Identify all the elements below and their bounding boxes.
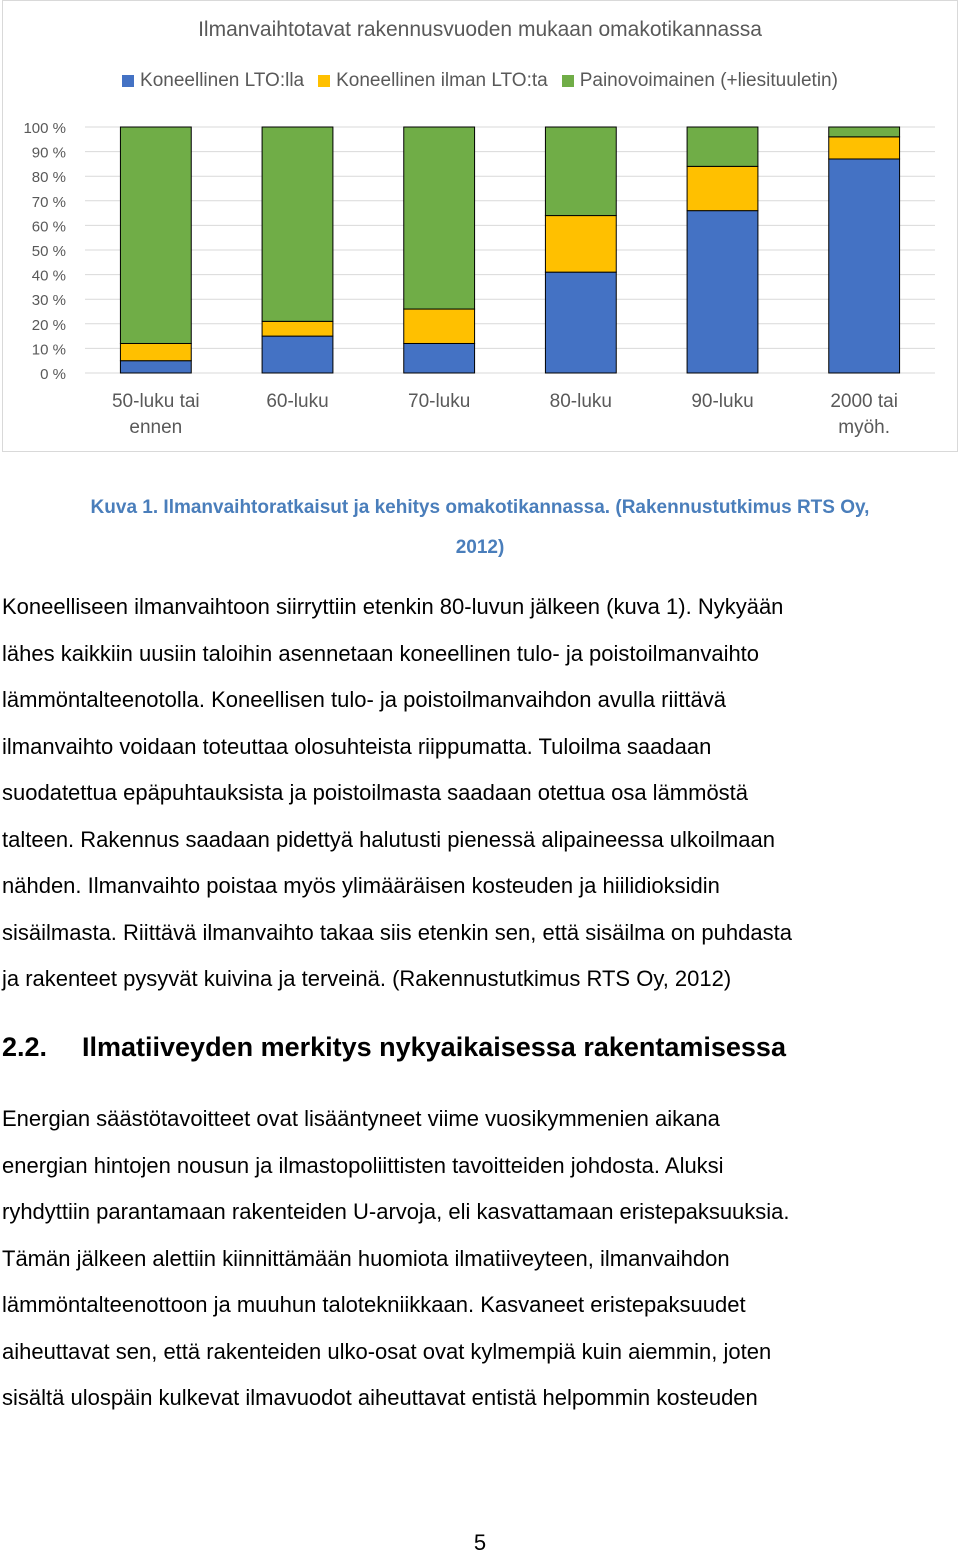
bar-segment-2	[545, 216, 616, 273]
bar-segment-2	[120, 343, 191, 360]
bar-segment-2	[404, 309, 475, 343]
y-tick-label: 100 %	[23, 120, 66, 137]
bar-segment-3	[829, 127, 900, 137]
bar-segment-3	[120, 127, 191, 343]
y-tick-label: 30 %	[31, 292, 66, 310]
x-tick-label: 90-luku	[691, 391, 754, 412]
x-tick-label: ennen	[129, 417, 183, 438]
paragraph-1-line: talteen. Rakennus saadaan pidettyä halutusti pienessä alipaineessa ulkoilmaan	[2, 826, 775, 852]
chart-plot	[0, 0, 960, 452]
legend-label-lto: Koneellinen LTO:lla	[140, 70, 305, 91]
bar-segment-1	[262, 336, 333, 373]
section-title: Ilmatiiveyden merkitys nykyaikaisessa rakentamisessa	[82, 1032, 786, 1062]
y-tick-label: 40 %	[31, 267, 66, 285]
paragraph-2-line: ryhdyttiin parantamaan rakenteiden U-arvoja, eli kasvattamaan eristepaksuuksia.	[2, 1199, 790, 1224]
x-tick-label: 80-luku	[549, 391, 612, 412]
y-tick-label: 50 %	[31, 243, 66, 260]
y-tick-label: 80 %	[31, 169, 66, 187]
caption-line-1: Kuva 1. Ilmanvaihtoratkaisut ja kehitys omakotikannassa. (Rakennustutkimus RTS Oy,	[90, 497, 870, 518]
paragraph-1-line: lähes kaikkiin uusiin taloihin asennetaan koneellinen tulo- ja poistoilmanvaihto	[2, 640, 760, 666]
y-tick-label: 20 %	[31, 316, 66, 334]
bar-segment-1	[829, 159, 900, 373]
y-tick-label: 70 %	[31, 193, 66, 211]
section-heading	[2, 1032, 786, 1063]
paragraph-1-line: nähden. Ilmanvaihto poistaa myös ylimääräisen kosteuden ja hiilidioksidin	[2, 873, 720, 898]
caption-line-2: 2012)	[455, 537, 505, 558]
y-tick-label: 60 %	[31, 218, 66, 236]
paragraph-1-line: sisäilmasta. Riittävä ilmanvaihto takaa siis etenkin sen, että sisäilma on puhdasta	[2, 919, 792, 945]
bar-segment-2	[687, 166, 758, 210]
x-tick-label: 70-luku	[408, 391, 471, 412]
bar-segment-1	[545, 272, 616, 373]
paragraph-1-line: suodatettua epäpuhtauksista ja poistoilmasta saadaan otettua osa lämmöstä	[2, 780, 749, 805]
paragraph-2-line: Tämän jälkeen alettiin kiinnittämään huomiota ilmatiiveyteen, ilmanvaihdon	[2, 1245, 730, 1271]
x-tick-label: 60-luku	[266, 391, 329, 412]
bar-segment-1	[404, 343, 475, 373]
paragraph-2-line: sisältä ulospäin kulkevat ilmavuodot aiheuttavat entistä helpommin kosteuden	[2, 1385, 758, 1410]
y-tick-label: 0 %	[40, 366, 66, 383]
x-tick-label: 2000 tai	[830, 391, 898, 412]
paragraph-1-line: ilmanvaihto voidaan toteuttaa olosuhteista riippumatta. Tuloilma saadaan	[2, 733, 712, 759]
bar-segment-2	[829, 137, 900, 159]
paragraph-1-line: Koneelliseen ilmanvaihtoon siirryttiin etenkin 80-luvun jälkeen (kuva 1). Nykyään	[2, 594, 784, 619]
x-tick-label: myöh.	[838, 417, 891, 438]
bar-segment-3	[404, 127, 475, 309]
bar-segment-3	[545, 127, 616, 216]
paragraph-2-line: lämmöntalteenottoon ja muuhun talotekniikkaan. Kasvaneet eristepaksuudet	[2, 1292, 746, 1317]
y-tick-label: 10 %	[31, 341, 66, 359]
bar-segment-3	[262, 127, 333, 321]
bar-segment-2	[262, 321, 333, 336]
chart-title: Ilmanvaihtotavat rakennusvuoden mukaan omakotikannassa	[198, 18, 762, 41]
x-tick-label: 50-luku tai	[111, 391, 200, 412]
y-tick-label: 90 %	[31, 144, 66, 162]
figure-caption	[0, 488, 960, 568]
legend-label-gravity: Painovoimainen (+liesituuletin)	[579, 70, 838, 91]
bar-segment-3	[687, 127, 758, 166]
paragraph-2	[2, 1096, 958, 1422]
legend-label-no-lto: Koneellinen ilman LTO:ta	[336, 70, 548, 91]
paragraph-1-line: ja rakenteet pysyvät kuivina ja terveinä. (Rakennustutkimus RTS Oy, 2012)	[2, 966, 732, 991]
bar-segment-1	[687, 211, 758, 373]
paragraph-2-line: Energian säästötavoitteet ovat lisääntyneet viime vuosikymmenien aikana	[2, 1106, 720, 1131]
paragraph-1-line: lämmöntalteenotolla. Koneellisen tulo- ja poistoilmanvaihdon avulla riittävä	[2, 687, 726, 712]
paragraph-2-line: energian hintojen nousun ja ilmastopoliittisten tavoitteiden johdosta. Aluksi	[2, 1152, 724, 1178]
paragraph-2-line: aiheuttavat sen, että rakenteiden ulko-osat ovat kylmempiä kuin aiemmin, joten	[2, 1338, 772, 1364]
bar-segment-1	[120, 361, 191, 373]
paragraph-1	[2, 584, 958, 1003]
page-number: 5	[473, 1530, 487, 1555]
section-number: 2.2.	[2, 1032, 48, 1062]
